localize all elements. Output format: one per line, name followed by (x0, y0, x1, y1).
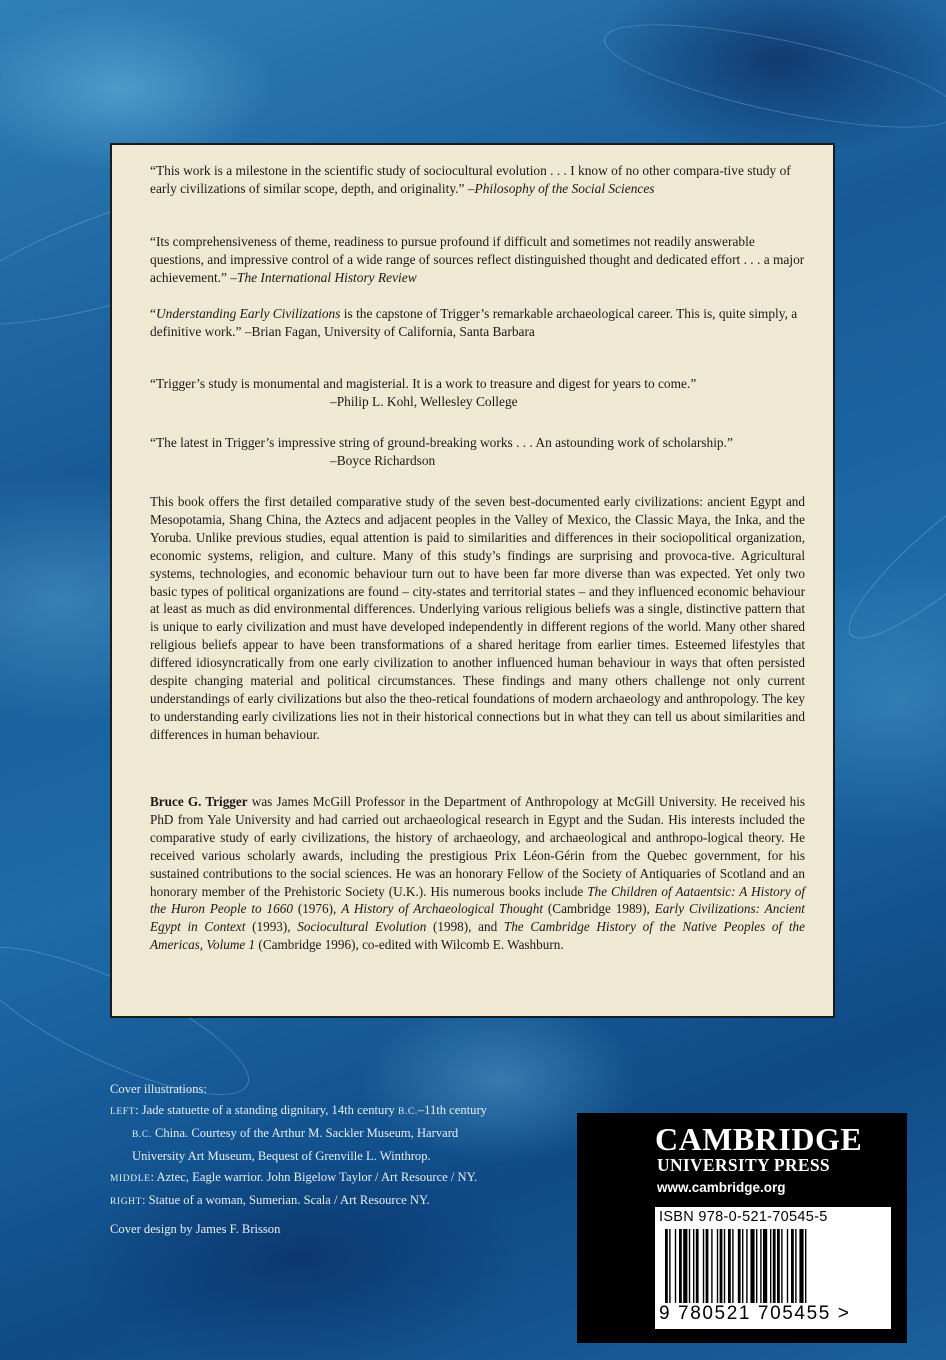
quote-1: “This work is a milestone in the scientific study of sociocultural evolution . . . I know of no other compara-tive study of early civilizations of similar scope, depth, and originality.” –Philosophy of the Social Sciences (150, 163, 791, 196)
barcode-bar (756, 1229, 757, 1303)
barcode-bar (799, 1229, 803, 1303)
barcode-bar (724, 1229, 725, 1303)
barcode-bar (787, 1229, 788, 1303)
quote-source: Philosophy of the Social Sciences (474, 181, 655, 196)
barcode-bars (659, 1229, 887, 1303)
marble-vein (831, 443, 946, 659)
barcode-bar (720, 1229, 723, 1303)
barcode-bar (728, 1229, 731, 1303)
barcode-bar (689, 1229, 690, 1303)
barcode-bar (742, 1229, 743, 1303)
barcode-bar (679, 1229, 682, 1303)
barcode-bar (738, 1229, 741, 1303)
barcode-bar (693, 1229, 694, 1303)
barcode-bar (770, 1229, 771, 1303)
cover-designer: Cover design by James F. Brisson (110, 1222, 281, 1236)
cover-credits: Cover illustrations: LEFT: Jade statuette of a standing dignitary, 14th century B.C.–11th century B.C. China. Courtesy of the Arthur M. Sackler Museum, Harvard University Art Museum, Bequest of Grenville L. Winthrop. MIDDLE: Aztec, Eagle warrior. John Bigelow Taylor / Art Resource / NY. RIGHT: Statue of a woman, Sumerian. Scala / Art Resource NY. (110, 1079, 560, 1213)
barcode-bar (706, 1229, 709, 1303)
barcode-bar (669, 1229, 670, 1303)
book-title: Understanding Early Civilizations (155, 306, 341, 321)
barcode-bar (711, 1229, 712, 1303)
isbn-label: ISBN 978-0-521-70545-5 (659, 1209, 828, 1225)
barcode-bar (703, 1229, 704, 1303)
publisher-block (577, 1113, 907, 1343)
barcode-bar (732, 1229, 733, 1303)
quote-attribution: –Boyce Richardson (330, 453, 436, 468)
barcode-bar (665, 1229, 668, 1303)
barcode-bar (675, 1229, 676, 1303)
publisher-subtitle: UNIVERSITY PRESS (657, 1155, 830, 1175)
quote-2: “Its comprehensiveness of theme, readiness to pursue profound if difficult and sometimes not readily answerable questions, and impressive control of a wide range of sources reflect distinguished thought and dedicated effort . . . a major achievement.” –The International History Review (150, 234, 805, 285)
barcode-bar (683, 1229, 687, 1303)
quote-attribution: –Philip L. Kohl, Wellesley College (330, 394, 518, 409)
barcode-bar (781, 1229, 782, 1303)
barcode (655, 1207, 891, 1329)
barcode-bar (760, 1229, 761, 1303)
barcode-bar (717, 1229, 718, 1303)
barcode-bar (773, 1229, 776, 1303)
barcode-bar (750, 1229, 754, 1303)
publisher-logo: CAMBRIDGE (655, 1121, 863, 1157)
quote-4: “Trigger’s study is monumental and magisterial. It is a work to treasure and digest for years to come.” –Philip L. Kohl, Wellesley College (150, 375, 805, 411)
publisher-url[interactable]: www.cambridge.org (657, 1180, 786, 1195)
quote-5: “The latest in Trigger’s impressive string of ground-breaking works . . . An astounding work of scholarship.” –Boyce Richardson (150, 434, 805, 470)
barcode-bar (696, 1229, 699, 1303)
marble-vein (596, 3, 946, 149)
barcode-bar (777, 1229, 780, 1303)
author-bio: Bruce G. Trigger was James McGill Professor in the Department of Anthropology at McGill University. He received his PhD from Yale University and had carried out archaeological research in Egypt and the Sudan. His interests included the comparative study of early civilizations, the history of archaeology, and archaeological and anthropo-logical theory. He received various scholarly awards, including the prestigious Prix Léon-Gérin from the Quebec government, for his sustained contributions to the social sciences. He was an honorary Fellow of the Society of Antiquaries of Scotland and an honorary member of the Prehistoric Society (U.K.). His numerous books include The Children of Aataentsic: A History of the Huron People to 1660 (1976), A History of Archaeological Thought (Cambridge 1989), Early Civilizations: Ancient Egypt in Context (1993), Sociocultural Evolution (1998), and The Cambridge History of the Native Peoples of the Americas, Volume 1 (Cambridge 1996), co-edited with Wilcomb E. Washburn. (150, 794, 805, 953)
barcode-bar (795, 1229, 796, 1303)
barcode-bar (805, 1229, 806, 1303)
book-description: This book offers the first detailed comparative study of the seven best-documented early civilizations: ancient Egypt and Mesopotamia, Shang China, the Aztecs and adjacent peoples in the Valley of Mexico, the Classic Maya, the Inka, and the Yoruba. Unlike previous studies, equal attention is paid to similarities and differences in their sociopolitical organization, economic systems, religion, and culture. Many of this study’s findings are surprising and provoca-tive. Agricultural systems, technologies, and economic behaviour turn out to have been far more diverse than was expected. Yet only two basic types of political organizations are found – city-states and territorial states – and they influenced economic behaviour at least as much as did environmental differences. Underlying various religious beliefs was a single, distinctive pattern that is unique to early civilization and must have developed independently in different regions of the world. Many other shared religious beliefs appear to have been transformations of a shared heritage from earlier times. Esteemed lifestyles that differed idiosyncratically from one early civilization to another influenced human behaviour in ways that often persisted despite changing material and political circumstances. These findings and many others challenge not only current understandings of early civilizations but also the theo-retical foundations of modern archaeology and anthropology. The key to understanding early civilizations lies not in their historical connections but in what they can tell us about similarities and differences in human behaviour. (150, 494, 805, 742)
barcode-bar (791, 1229, 794, 1303)
barcode-bar (746, 1229, 747, 1303)
quote-3: “Understanding Early Civilizations is the capstone of Trigger’s remarkable archaeological career. This is, quite simply, a definitive work.” –Brian Fagan, University of California, Santa Barbara (150, 306, 798, 339)
text-panel (110, 143, 835, 1018)
quote-source: The International History Review (237, 270, 417, 285)
credits-heading: Cover illustrations: (110, 1082, 207, 1096)
barcode-bar (763, 1229, 767, 1303)
author-name: Bruce G. Trigger (150, 794, 248, 809)
barcode-number: 9 780521 705455 > (659, 1303, 851, 1324)
